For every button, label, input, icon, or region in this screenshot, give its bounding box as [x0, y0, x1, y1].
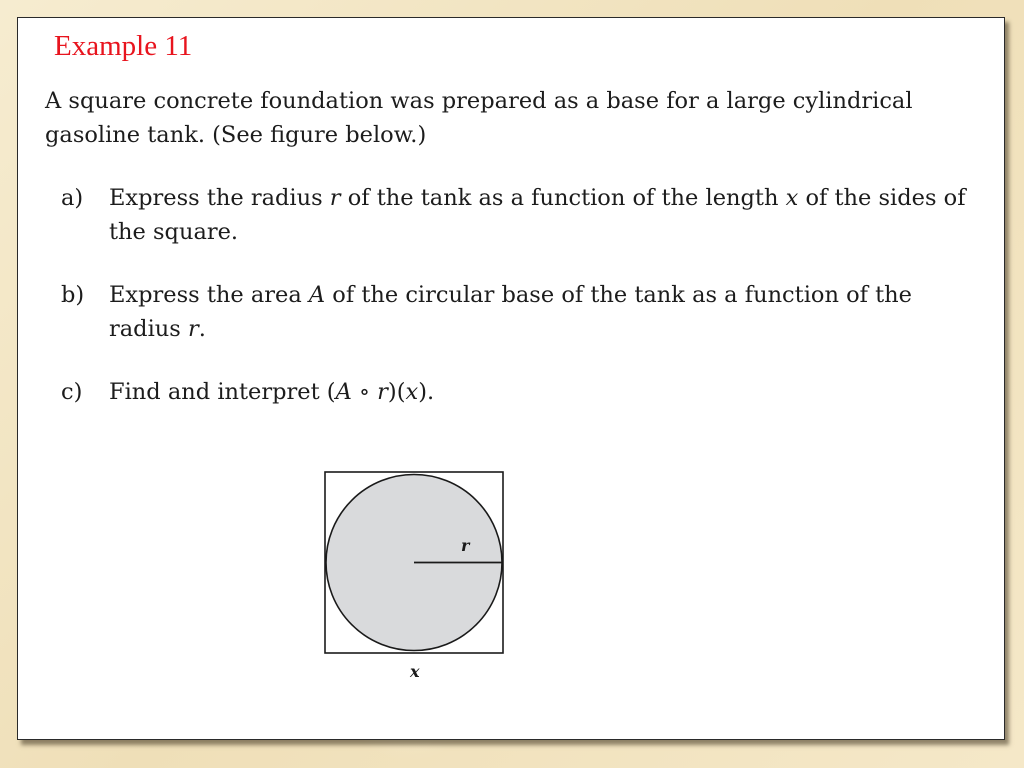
question-c — [45, 375, 990, 409]
intro-paragraph: A square concrete foundation was prepared as a base for a large cylindrical gasoline tank. (See figure below.) — [45, 88, 913, 148]
math-variable-x: x — [785, 185, 799, 211]
math-variable-r: r — [187, 316, 199, 342]
math-variable-x: x — [405, 379, 419, 405]
question-b — [45, 278, 990, 346]
question-c-text-part: ). — [418, 379, 435, 405]
math-variable-A: A — [335, 379, 352, 405]
question-b-text-part: Express the area — [109, 282, 309, 308]
question-a-text — [109, 181, 990, 249]
slide — [17, 17, 1005, 740]
math-variable-A: A — [308, 282, 326, 308]
question-a-text-part: of the sides of the square. — [109, 185, 966, 245]
question-a-text-part: Express the radius — [109, 185, 330, 211]
question-c-text-part: )( — [387, 379, 406, 405]
question-b-marker: b) — [61, 282, 85, 308]
question-a-text-part: of the tank as a function of the length — [340, 185, 786, 211]
question-a-marker: a) — [61, 185, 84, 211]
math-variable-r: r — [329, 185, 341, 211]
question-c-text-part: Find and interpret ( — [109, 379, 336, 405]
question-b-text-part: of the circular base of the tank as a function of the radius — [109, 282, 912, 342]
tank-foundation-figure — [318, 468, 508, 688]
question-c-text — [109, 375, 990, 409]
question-c-marker: c) — [61, 379, 83, 405]
figure-svg — [318, 468, 508, 688]
slide-title: Example 11 — [54, 30, 193, 62]
side-length-label: x — [410, 662, 420, 681]
question-b-text — [109, 278, 990, 346]
radius-label: r — [461, 536, 470, 555]
question-a — [45, 181, 990, 249]
question-b-text-part: . — [198, 316, 206, 342]
composition-operator: ∘ — [351, 379, 378, 405]
math-variable-r: r — [377, 379, 388, 405]
